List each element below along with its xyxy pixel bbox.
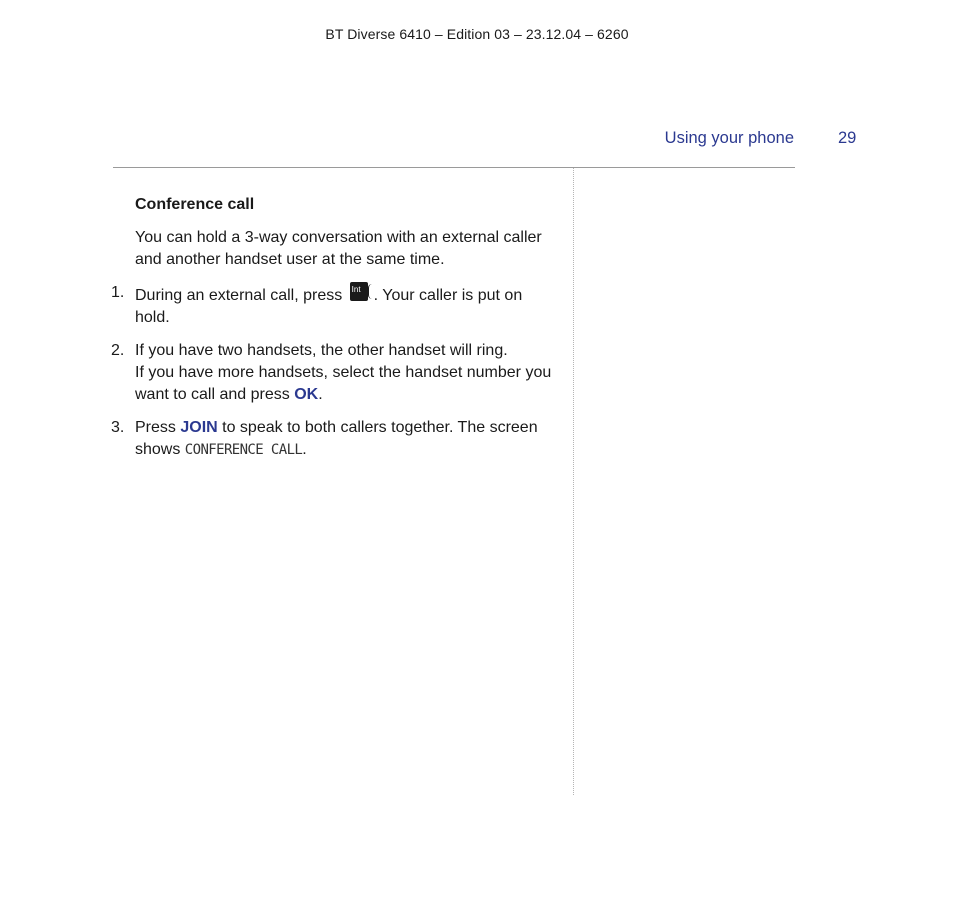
step-number: 2.: [111, 342, 125, 359]
section-heading: Conference call: [135, 196, 255, 213]
int-key-label: Int: [350, 282, 368, 301]
column-divider: [573, 168, 574, 795]
step-text: Press: [135, 419, 181, 436]
list-item-step-2: [111, 340, 560, 406]
document-meta: BT Diverse 6410 – Edition 03 – 23.12.04 – 6260: [325, 26, 629, 42]
step-text: If you have more handsets, select the handset number you want to call and press: [135, 364, 552, 403]
main-content: [111, 194, 560, 472]
ok-keyword: OK: [294, 386, 319, 403]
step-text: .: [302, 441, 307, 458]
section-title: Using your phone: [664, 129, 794, 147]
int-key-icon: [350, 282, 372, 302]
step-number: 3.: [111, 419, 125, 436]
step-text: If you have two handsets, the other handset will ring.: [135, 342, 508, 359]
step-number: 1.: [111, 284, 125, 301]
step-text: . Your caller is put on hold.: [135, 287, 523, 326]
step-text: to speak to both callers together. The screen shows: [135, 419, 538, 458]
step-text: .: [318, 386, 323, 403]
steps-list: [111, 282, 560, 461]
header-divider: [113, 167, 795, 168]
display-text: CONFERENCE CALL: [184, 442, 303, 458]
intro-paragraph: You can hold a 3-way conversation with an external caller and another handset user at the same time.: [135, 229, 542, 268]
step-text: During an external call, press: [135, 287, 343, 304]
join-keyword: JOIN: [180, 419, 218, 436]
list-item-step-1: [111, 282, 560, 329]
list-item-step-3: [111, 417, 560, 461]
page-number: 29: [838, 129, 857, 147]
